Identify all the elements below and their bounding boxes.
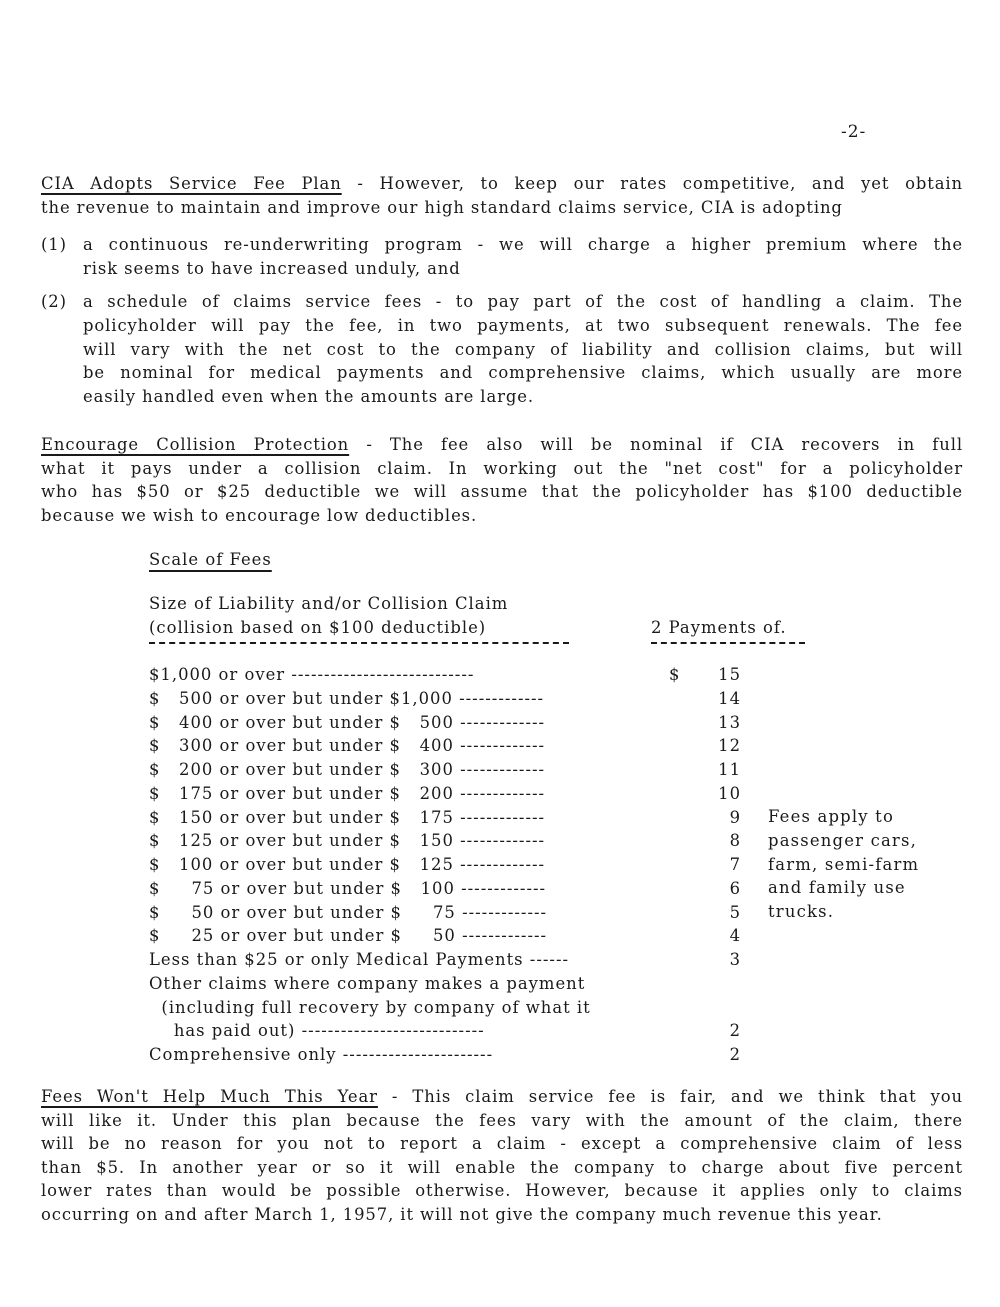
list-item-number: (1) <box>41 235 67 254</box>
scale-title: Scale of Fees <box>149 550 272 569</box>
fee-row-description: Other claims where company makes a payment <box>149 973 586 993</box>
paragraph-line: a continuous re-underwriting program - we will charge a higher premium where the <box>83 235 963 254</box>
column-header-line: (collision based on $100 deductible) <box>149 616 569 644</box>
fee-row-amount: 2 <box>729 1021 741 1041</box>
section-collision-protection <box>41 433 963 527</box>
fee-row-description: $ 50 or over but under $ 75 ------------- <box>149 902 548 922</box>
paragraph-line: Fees Won't Help Much This Year - This claim service fee is fair, and we think that you <box>41 1087 963 1106</box>
section-heading: CIA Adopts Service Fee Plan <box>41 174 342 193</box>
fee-row-description: $ 150 or over but under $ 175 ------------- <box>149 807 546 827</box>
fee-row-amount: 7 <box>729 855 741 874</box>
fee-row-description: $ 25 or over but under $ 50 ------------- <box>149 926 548 946</box>
fee-row-amount: 10 <box>718 783 741 803</box>
paragraph-line: the revenue to maintain and improve our high standard claims service, CIA is adopting <box>41 197 843 217</box>
fee-row-description: $ 125 or over but under $ 150 ------------- <box>149 831 546 851</box>
paragraph-line: than $5. In another year or so it will enable the company to charge about five percent <box>41 1157 963 1177</box>
paragraph-line: lower rates than would be possible otherwise. However, because it applies only to claims <box>41 1181 963 1201</box>
section-heading: Encourage Collision Protection <box>41 435 350 454</box>
fee-row-description: $ 200 or over but under $ 300 ------------- <box>149 760 546 779</box>
section-heading: Fees Won't Help Much This Year <box>41 1087 378 1106</box>
fee-row-amount: 8 <box>729 831 741 851</box>
note-line: Fees apply to <box>768 807 895 826</box>
paragraph-line: will vary with the net cost to the company of liability and collision claims, but will <box>83 339 963 359</box>
paragraph-line: a schedule of claims service fees - to pay part of the cost of handling a claim. The <box>83 292 963 311</box>
paragraph-line: will like it. Under this plan because the fees vary with the amount of the claim, there <box>41 1110 963 1130</box>
paragraph-line: risk seems to have increased unduly, and <box>83 258 461 278</box>
fee-row-description: $ 175 or over but under $ 200 ------------- <box>149 783 546 803</box>
fee-row-amount: 5 <box>729 902 741 922</box>
fee-row-description: Less than $25 or only Medical Payments ------ <box>149 950 570 969</box>
note-line: passenger cars, <box>768 830 917 850</box>
paragraph-line: who has $50 or $25 deductible we will assume that the policyholder has $100 deductible <box>41 482 963 502</box>
list-item <box>41 290 963 409</box>
column-header-payments: 2 Payments of. <box>651 616 805 644</box>
note-line: and family use <box>768 878 906 898</box>
fee-row-description: has paid out) ---------------------------- <box>149 1021 485 1041</box>
paragraph-line: CIA Adopts Service Fee Plan - However, to keep our rates competitive, and yet obtain <box>41 174 963 193</box>
fee-row-amount: 15 <box>718 665 741 684</box>
fee-row-amount: 6 <box>729 878 741 898</box>
fee-currency-symbol: $ <box>669 665 681 684</box>
fee-row-description: $ 75 or over but under $ 100 ------------- <box>149 878 547 898</box>
fee-row-description: $ 300 or over but under $ 400 ------------- <box>149 736 546 756</box>
fee-row-description: Comprehensive only ----------------------- <box>149 1045 494 1064</box>
fee-row-description: $ 400 or over but under $ 500 ------------- <box>149 712 546 732</box>
column-header-claim-size <box>149 592 569 644</box>
section-service-fee-plan <box>41 172 963 219</box>
fee-row-description: $ 100 or over but under $ 125 ------------- <box>149 855 546 874</box>
fee-row-description: (including full recovery by company of what it <box>149 997 591 1017</box>
paragraph-line: easily handled even when the amounts are large. <box>83 387 534 407</box>
note-line: trucks. <box>768 902 835 921</box>
fee-row-amount: 9 <box>729 807 741 827</box>
paragraph-line: be nominal for medical payments and comprehensive claims, which usually are more <box>83 363 963 383</box>
paragraph-line: Encourage Collision Protection - The fee also will be nominal if CIA recovers in full <box>41 435 963 454</box>
fee-row-description: $1,000 or over ---------------------------- <box>149 665 475 684</box>
fees-apply-note <box>768 805 919 924</box>
paragraph-line: because we wish to encourage low deductibles. <box>41 505 478 525</box>
paragraph-line: policyholder will pay the fee, in two payments, at two subsequent renewals. The fee <box>83 315 963 335</box>
fee-row-description: $ 500 or over but under $1,000 ------------- <box>149 688 545 708</box>
fee-row-amount: 11 <box>718 760 741 779</box>
list-item <box>41 233 963 281</box>
fee-row-amount: 12 <box>718 736 741 756</box>
fee-row-amount: 13 <box>718 712 741 732</box>
fee-row-amount: 2 <box>729 1045 741 1064</box>
fee-row-amount: 14 <box>718 688 741 708</box>
list-item-number: (2) <box>41 292 67 311</box>
column-header-line: Size of Liability and/or Collision Claim <box>149 594 509 613</box>
page-number: -2- <box>841 122 867 142</box>
section-fees-this-year <box>41 1085 963 1227</box>
paragraph-line: will be no reason for you not to report a claim - except a comprehensive claim of less <box>41 1134 963 1154</box>
fee-row-amount: 3 <box>729 950 741 969</box>
note-line: farm, semi-farm <box>768 854 920 874</box>
paragraph-line: what it pays under a collision claim. In working out the "net cost" for a policyholder <box>41 458 963 478</box>
paragraph-line: occurring on and after March 1, 1957, it will not give the company much revenue this year. <box>41 1204 883 1224</box>
fee-row-amount: 4 <box>729 926 741 946</box>
